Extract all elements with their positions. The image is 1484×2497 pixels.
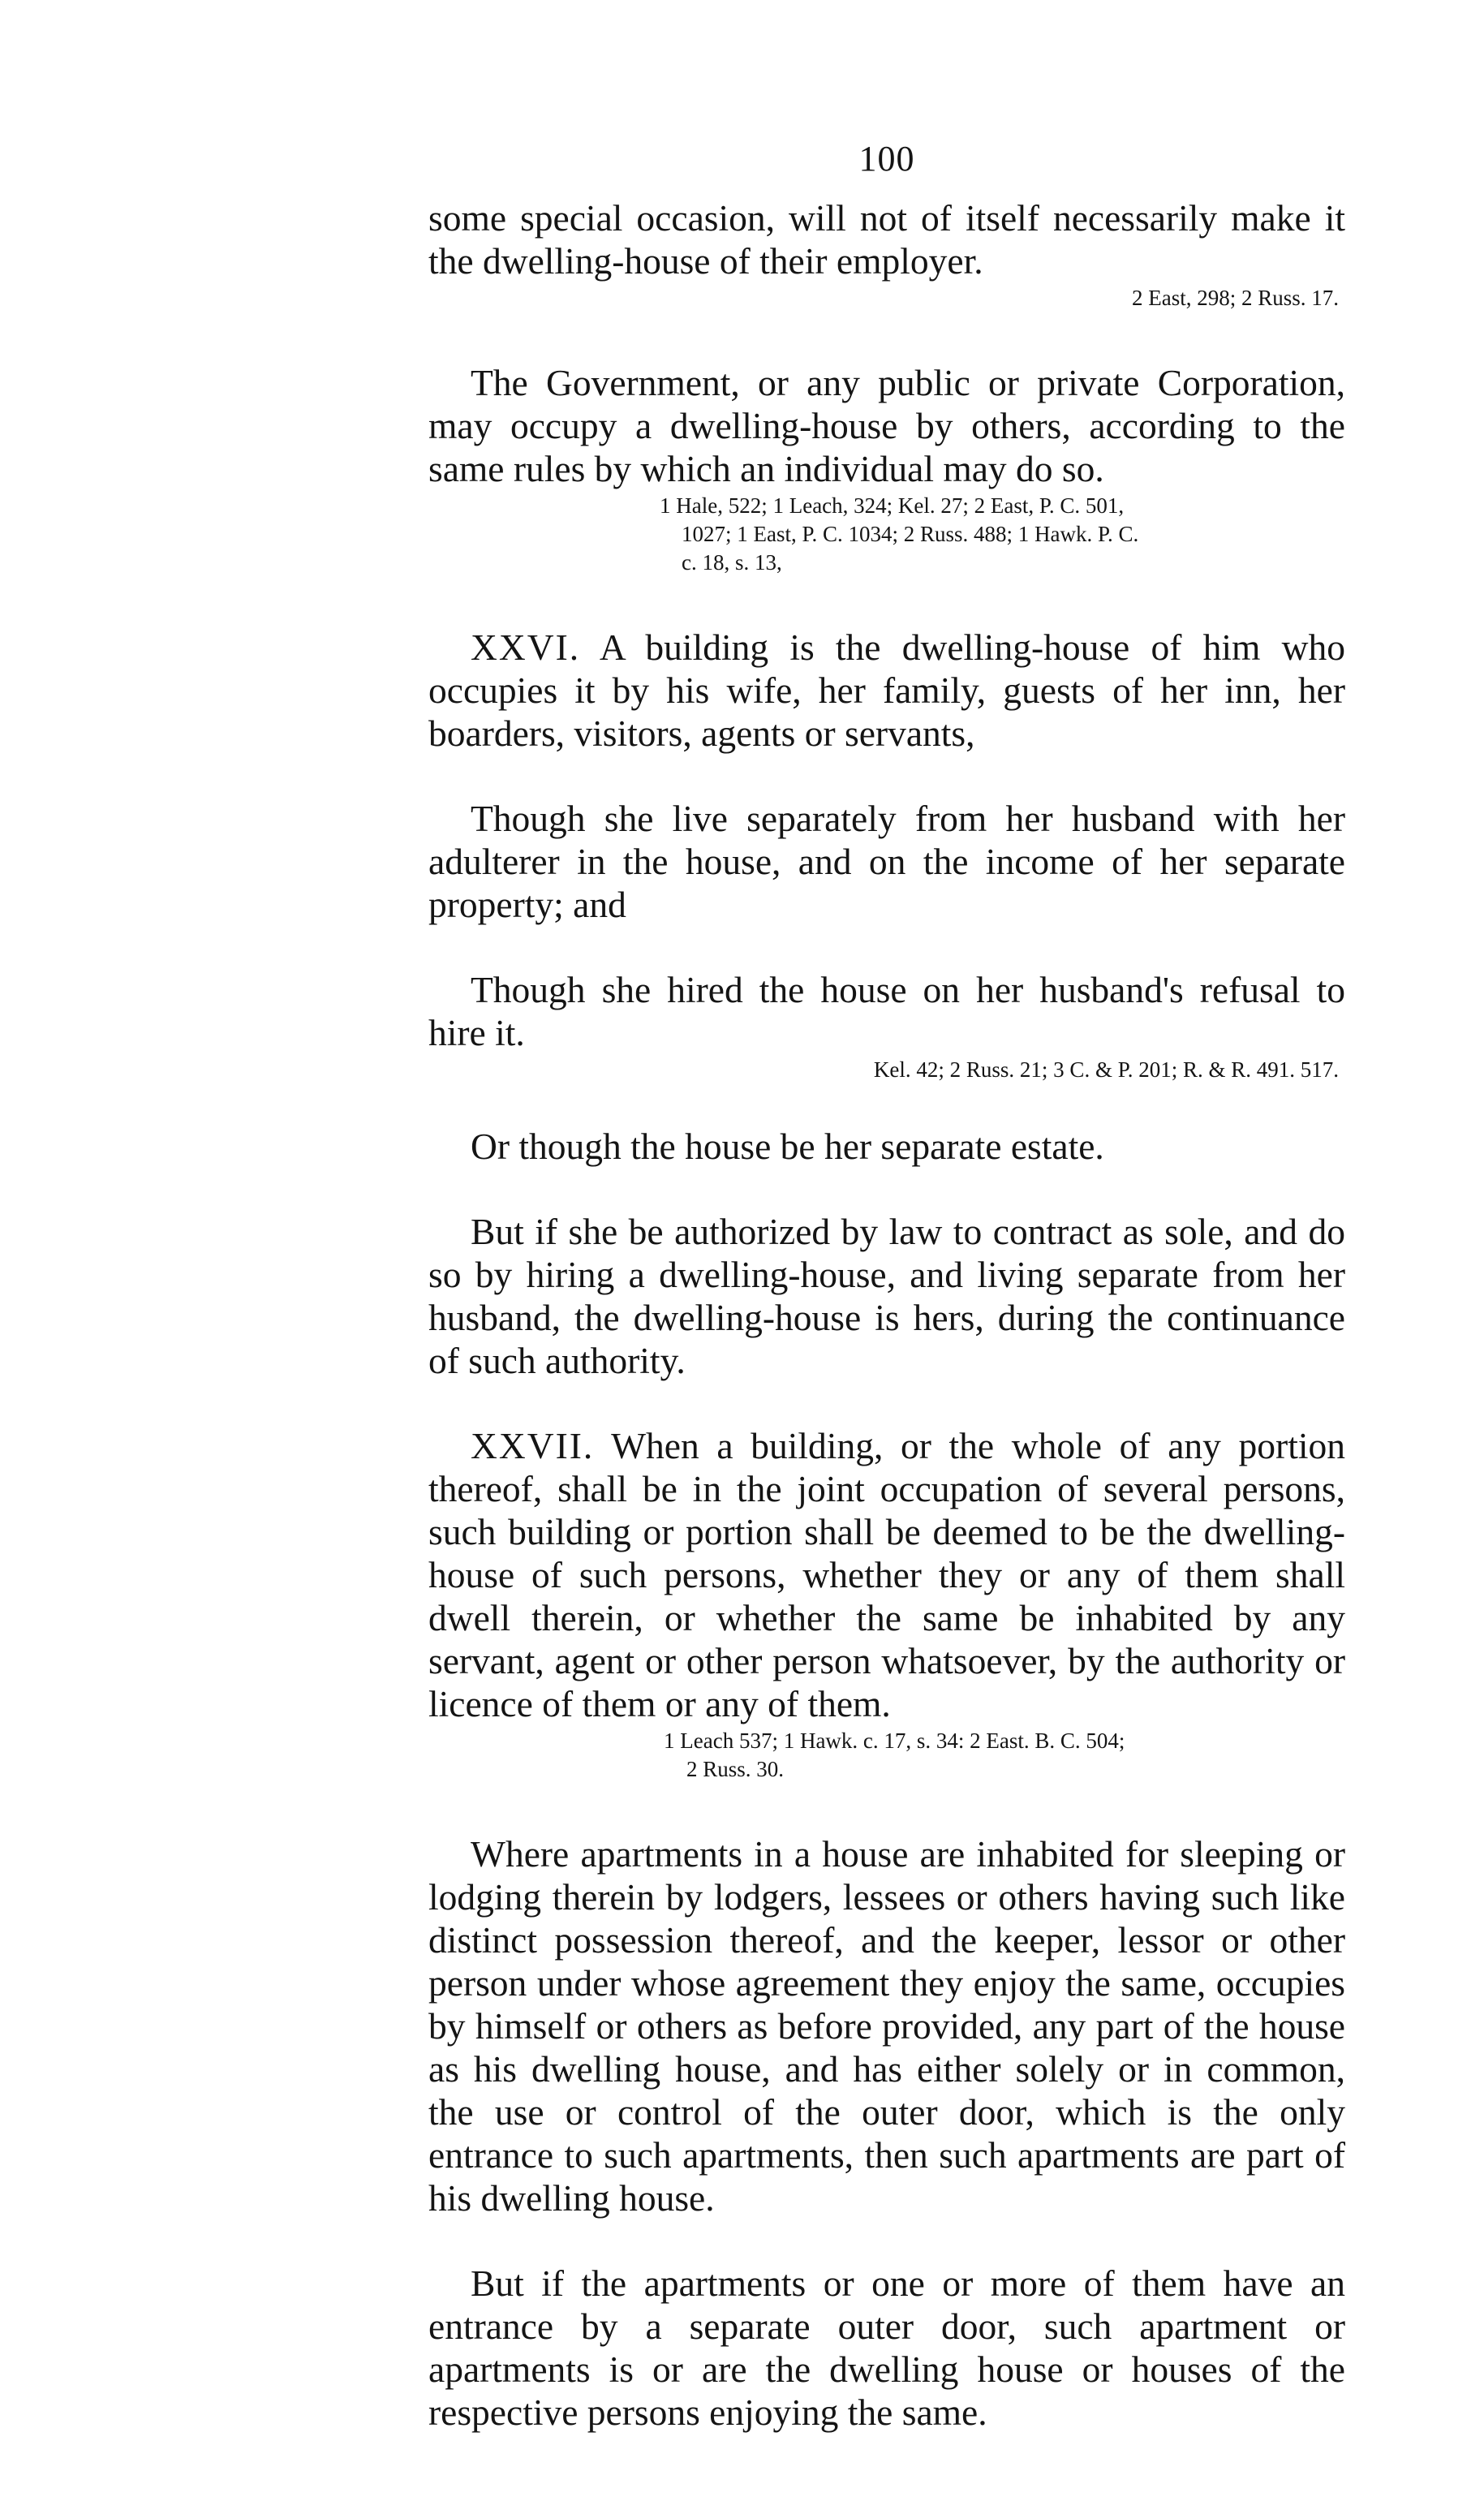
paragraph-authorized: But if she be authorized by law to contract as sole, and do so by hiring a dwelling-house, and living separate from her husband, the dwelling-house is hers, during the continuance of such authority. — [428, 1211, 1345, 1381]
paragraph-section-xxvi — [428, 626, 1345, 755]
section-text: When a building, or the whole of any portion thereof, shall be in the joint occupation of several persons, such building or portion shall be deemed to be the dwelling-house of such persons, whether they or any of them shall dwell therein, or whether the same be inhabited by any servant, agent or other person whatsoever, by the authority or licence of them or any of them. — [428, 1425, 1345, 1724]
paragraph-continuation: some special occasion, will not of itself necessarily make it the dwelling-house of their employer. — [428, 197, 1345, 282]
section-number: XXVI. — [471, 626, 581, 668]
document-page — [428, 136, 1345, 2434]
citation-line: c. 18, s. 13, — [682, 550, 782, 575]
paragraph-section-xxvii — [428, 1424, 1345, 1725]
citation-line: 1 Hale, 522; 1 Leach, 324; Kel. 27; 2 East, P. C. 501, — [660, 493, 1125, 518]
citation: Kel. 42; 2 Russ. 21; 3 C. & P. 201; R. & R. 491. 517. — [873, 1057, 1339, 1082]
paragraph-hired: Though she hired the house on her husband's refusal to hire it. — [428, 969, 1345, 1053]
section-text: A building is the dwelling-house of him who occupies it by his wife, her family, guests of her inn, her boarders, visitors, agents or servants, — [428, 626, 1345, 754]
paragraph-separately: Though she live separately from her husband with her adulterer in the house, and on the income of her separate property; and — [428, 798, 1345, 925]
citation: 2 East, 298; 2 Russ. 17. — [1131, 286, 1339, 310]
citation-line: 2 Russ. 30. — [686, 1757, 785, 1781]
paragraph-government: The Government, or any public or private Corporation, may occupy a dwelling-house by others, according to the same rules by which an individual may do so. — [428, 362, 1345, 489]
citation-line: 1 Leach 537; 1 Hawk. c. 17, s. 34: 2 East. B. C. 504; — [664, 1729, 1125, 1753]
paragraph-separate-door: But if the apartments or one or more of them have an entrance by a separate outer door, such apartment or apartments is or are the dwelling house or houses of the respective persons enjoying the same. — [428, 2262, 1345, 2433]
section-number: XXVII. — [471, 1425, 595, 1466]
citation-line: 1027; 1 East, P. C. 1034; 2 Russ. 488; 1 Hawk. P. C. — [682, 522, 1139, 546]
paragraph-apartments: Where apartments in a house are inhabited for sleeping or lodging therein by lodgers, lessees or others having such like distinct possession thereof, and the keeper, lessor or other person under whose agreement they enjoy the same, occupies by himself or others as before provided, any part of the house as his dwelling house, and has either solely or in common, the use or control of the outer door, which is the only entrance to such apartments, then such apartments are part of his dwelling house. — [428, 1833, 1345, 2219]
page-number: 100 — [858, 139, 915, 179]
paragraph-separate-estate: Or though the house be her separate estate. — [471, 1126, 1104, 1167]
